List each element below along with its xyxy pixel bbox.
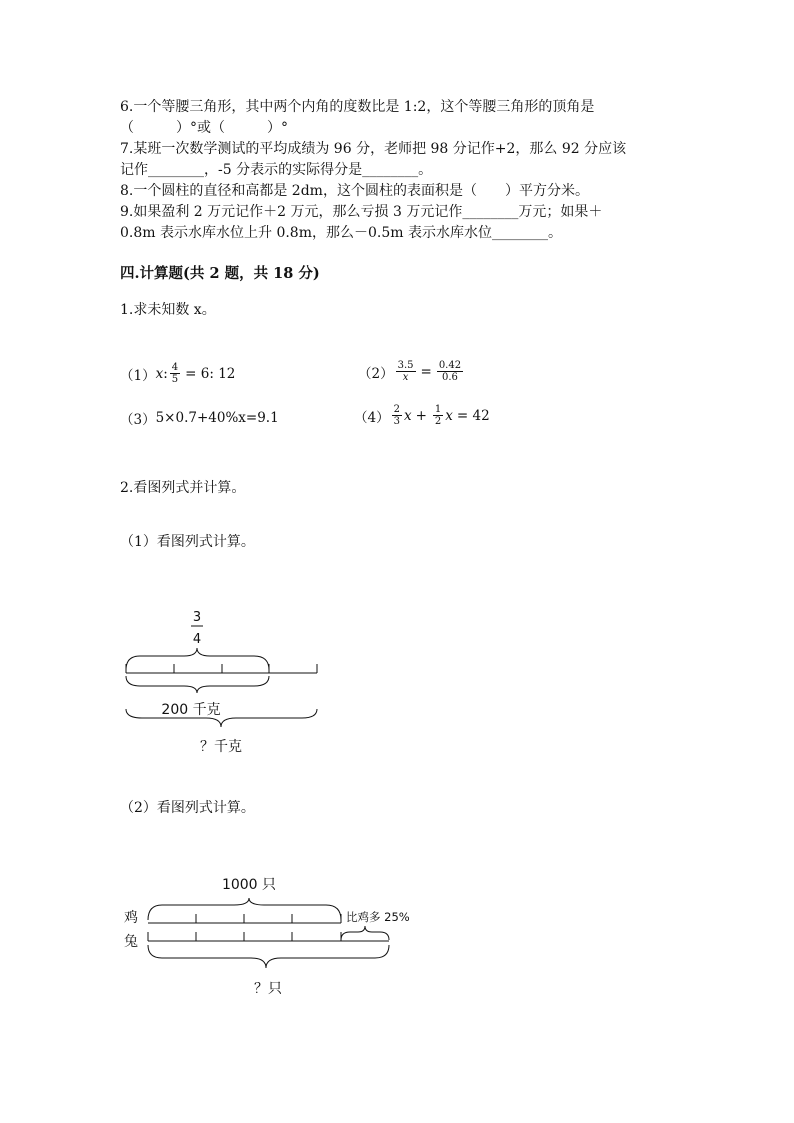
- fraction-denominator: 0.6: [441, 372, 458, 383]
- equation-1-rhs: = 6: 12: [185, 365, 236, 382]
- figure-1-title: （1）看图列式计算。: [120, 534, 255, 550]
- question-2-title: 2.看图列式并计算。: [120, 480, 246, 496]
- equation-3-label: （3）: [120, 412, 156, 428]
- question-9-line-1: 9.如果盈利 2 万元记作＋2 万元，那么亏损 3 万元记作________万元；如果＋: [120, 204, 603, 220]
- figure-2-total-label: ？只: [254, 981, 282, 997]
- equation-4-var-2: x: [445, 407, 453, 424]
- fraction-denominator: x: [402, 372, 409, 383]
- figure-2-extra-label: 比鸡多 25%: [346, 910, 410, 924]
- figure-2-total-brace: [148, 945, 389, 968]
- question-7-line-2: 记作________，-5 分表示的实际得分是________。: [120, 162, 433, 178]
- question-6-line-1: 6.一个等腰三角形，其中两个内角的度数比是 1:2，这个等腰三角形的顶角是: [120, 99, 595, 115]
- figure-2-row2-label: 兔: [124, 934, 138, 950]
- equation-4-label: （4）: [354, 409, 390, 426]
- fraction-numerator: 4: [171, 362, 179, 373]
- equation-1-colon: :: [163, 365, 168, 382]
- figure-2-title: （2）看图列式计算。: [120, 800, 255, 816]
- question-1-title: 1.求未知数 x。: [120, 302, 216, 318]
- question-8-line-1: 8.一个圆柱的直径和高都是 2dm，这个圆柱的表面积是（ ）平方分米。: [120, 183, 589, 199]
- equation-4-rhs: = 42: [456, 407, 490, 424]
- equation-4-var-1: x: [403, 407, 412, 424]
- figure-2-top-label: 1000 只: [221, 877, 277, 893]
- figure-2-extra-brace: [341, 926, 389, 940]
- equation-3-text: 5×0.7+40%x=9.1: [155, 410, 279, 426]
- fraction-numerator: 1: [434, 404, 442, 415]
- question-7-line-1: 7.某班一次数学测试的平均成绩为 96 分，老师把 98 分记作+2，那么 92 分应该: [120, 141, 627, 157]
- figure-1-part-label: 200 千克: [161, 702, 221, 718]
- figure-1-total-label: ？千克: [200, 739, 242, 755]
- fraction-denominator: 5: [171, 374, 179, 385]
- equation-1-var: x: [155, 365, 164, 382]
- fraction-numerator: 3.5: [397, 360, 414, 371]
- question-9-line-2: 0.8m 表示水库水位上升 0.8m，那么－0.5m 表示水库水位________。: [120, 225, 562, 241]
- figure-2-row1-label: 鸡: [124, 910, 138, 926]
- fraction-numerator: 2: [393, 404, 400, 415]
- equation-1-label: （1）: [120, 367, 156, 384]
- equation-4-plus: +: [415, 407, 427, 424]
- fraction-denominator: 3: [393, 416, 400, 427]
- fraction-denominator: 2: [434, 416, 442, 427]
- section-heading: 四.计算题(共 2 题，共 18 分): [120, 265, 320, 282]
- equation-2-equals: =: [420, 363, 432, 380]
- figure-1-fraction-denominator: 4: [192, 632, 202, 647]
- figure-1-fraction-numerator: 3: [192, 610, 202, 625]
- equation-2-label: （2）: [358, 365, 394, 382]
- fraction-numerator: 0.42: [438, 360, 462, 371]
- question-6-line-2: （ ）°或（ ）°: [120, 120, 288, 136]
